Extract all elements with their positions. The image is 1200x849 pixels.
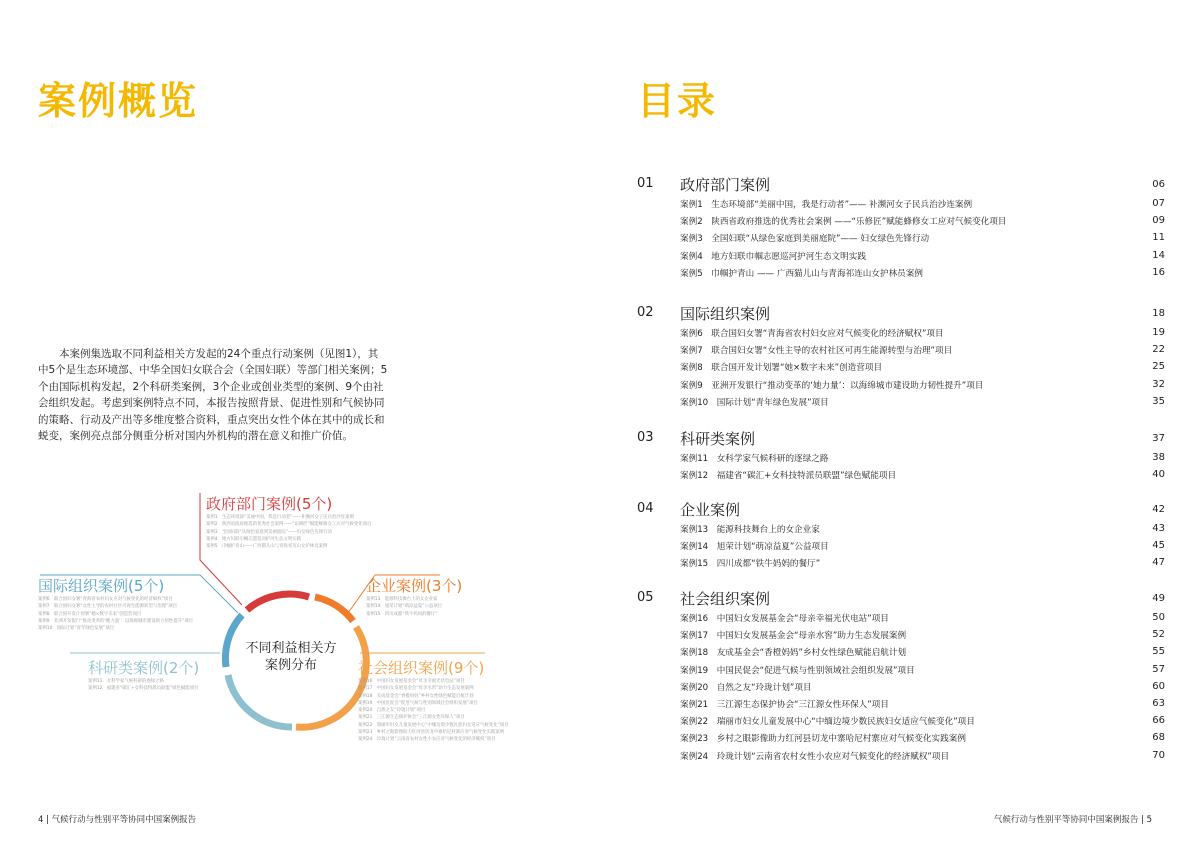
toc-section-page: 42 — [1152, 504, 1165, 515]
toc-entry-page: 25 — [1152, 361, 1165, 373]
toc-entry-page: 52 — [1152, 629, 1165, 641]
toc-entry[interactable] — [637, 730, 1165, 747]
toc-entry-page: 50 — [1152, 612, 1165, 623]
toc-section — [637, 588, 1165, 765]
research-group-title: 科研类案例(2个) — [88, 659, 200, 677]
ring-arc-research — [228, 675, 292, 727]
toc-entry-label: 案例4 地方妇联巾帼志愿巡河护河生态文明实践 — [680, 251, 866, 262]
toc-entry-label: 案例1 生态环境部“美丽中国，我是行动者”—— 补濒河女子民兵治沙连案例 — [680, 200, 973, 210]
diagram-list-item: 案例16 中国妇女发展基金会“母亲幸福光伏电站”项目 — [358, 679, 465, 684]
toc-entry-page: 19 — [1152, 327, 1165, 338]
toc-entry-page: 57 — [1152, 663, 1165, 675]
toc-entry-page: 60 — [1152, 680, 1165, 692]
toc-entry[interactable] — [637, 213, 1165, 230]
toc-entry-page: 11 — [1152, 232, 1165, 244]
toc-entry-label: 案例9 亚洲开发银行“推动变革的‘她力量’：以海绵城市建设助力韧性提升”项目 — [680, 380, 984, 391]
center-line-2: 案例分布 — [264, 658, 317, 673]
diagram-list-item: 案例15 四川成都“铁牛妈妈的餐厅” — [366, 611, 438, 617]
toc-entry[interactable] — [637, 467, 1165, 484]
gov-group-list — [206, 514, 371, 550]
toc-section — [637, 303, 1165, 411]
toc-entry-page: 38 — [1152, 452, 1165, 463]
ring-arc-gov — [247, 594, 309, 610]
toc-entry-page: 63 — [1152, 697, 1165, 709]
stakeholder-diagram — [30, 485, 590, 785]
toc-section-header[interactable] — [637, 303, 1165, 325]
toc-entry-label: 案例16 中国妇女发展基金会“母亲幸福光伏电站”项目 — [680, 614, 889, 624]
diagram-list-item: 案例2 陕西省政府推选的优秀社会案例——“乐修匠”赋能蜂修女工应对气候变化项目 — [206, 522, 372, 528]
toc-section-header[interactable] — [637, 588, 1165, 610]
toc-entry-label: 案例3 全国妇联“从绿色家庭到美丽庭院”—— 妇女绿色先锋行动 — [680, 234, 930, 245]
toc-entry-label: 案例22 瑞丽市妇女儿童发展中心“中缅边境少数民族妇女适应气候变化”项目 — [680, 717, 975, 728]
ring-arc-enterprise — [315, 597, 353, 621]
toc-entry[interactable] — [637, 555, 1165, 572]
toc-entry[interactable] — [637, 230, 1165, 247]
intro-paragraph — [38, 346, 388, 444]
toc-section-number: 02 — [637, 305, 654, 320]
diagram-list-item: 案例8 联合国开发计划署“她×数字未来”创造营项目 — [38, 611, 142, 617]
diagram-list-item: 案例12 福建省“碳汇+女科技特派员联盟”绿色赋能项目 — [88, 686, 199, 692]
toc-entry[interactable] — [637, 713, 1165, 730]
toc-entry-label: 案例8 联合国开发计划署“她×数字未来”创造营项目 — [680, 363, 883, 374]
intl-group-list — [38, 596, 193, 632]
toc-entry-label: 案例20 自然之友“玲珑计划”项目 — [680, 682, 812, 693]
diagram-list-item: 案例10 国际计划“青年绿色发展”项目 — [38, 626, 114, 632]
toc-entry-label: 案例12 福建省“碳汇+女科技特派员联盟”绿色赋能项目 — [680, 471, 897, 482]
toc-entry-label: 案例13 能源科技舞台上的女企业家 — [680, 525, 820, 535]
toc-section-title: 企业案例 — [680, 501, 741, 519]
toc-entry-label: 案例19 中国民促会“促进气候与性别领域社会组织发展”项目 — [680, 665, 915, 676]
toc-section-title: 政府部门案例 — [680, 176, 771, 194]
toc-entry[interactable] — [637, 450, 1165, 467]
toc-section-title: 社会组织案例 — [680, 590, 771, 608]
toc-entry-page: 32 — [1152, 378, 1165, 390]
toc-entry[interactable] — [637, 679, 1165, 696]
diagram-list-item: 案例19 中国民促会“促进气候与性别领域社会组织发展”项目 — [358, 700, 478, 706]
social-group-list — [358, 678, 509, 744]
toc-section-number: 04 — [637, 501, 654, 516]
toc-entry-page: 68 — [1152, 732, 1165, 744]
diagram-center-label — [226, 640, 356, 674]
diagram-list-item: 案例4 地方妇联巾帼志愿巡河护河生态文明实践 — [206, 536, 301, 542]
toc-entry-page: 07 — [1152, 198, 1165, 209]
diagram-list-item: 案例13 能源科技舞台上的女企业家 — [366, 597, 438, 602]
diagram-list-item: 案例17 中国妇女发展基金会“母亲水窖”助力生态发展案例 — [358, 686, 474, 692]
toc-section-header[interactable] — [637, 174, 1165, 196]
toc-entry-label: 案例6 联合国妇女署“青海省农村妇女应对气候变化的经济赋权”项目 — [680, 329, 944, 339]
toc-entry-label: 案例11 女科学家气候科研的逐绿之路 — [680, 454, 829, 464]
toc-entry-label: 案例14 旭荣计划“萌凉益夏”公益项目 — [680, 542, 829, 553]
toc-entry[interactable] — [637, 696, 1165, 713]
diagram-list-item: 案例24 玲珑计划“云南省农村女性小农应对气候变化的经济赋权”项目 — [358, 737, 496, 743]
toc-section-page: 49 — [1152, 593, 1165, 604]
diagram-list-item: 案例3 全国妇联“从绿色家庭到美丽庭院”——妇女绿色先锋行动 — [206, 529, 332, 535]
toc-entry-label: 案例24 玲珑计划“云南省农村女性小农应对气候变化的经济赋权”项目 — [680, 751, 950, 762]
diagram-list-item: 案例23 乡村之眼影像助力红河县切龙中寨哈尼村寨应对气候变化实践案例 — [358, 730, 505, 736]
toc-entry[interactable] — [637, 394, 1165, 411]
toc-section-page: 18 — [1152, 308, 1165, 319]
intro-text: 本案例集选取不同利益相关方发起的24个重点行动案例（见图1），其中5个是生态环境部、中华全国妇女联合会（全国妇联）等部门相关案例；5个由国际机构发起，2个科研类案例，3个企业或创业类型的案例、9个由社会组织发起。考虑到案例特点不同，本报告按照背景、促进性别和气候协同的策略、行动及产出等多维度整合资料，重点突出女性个体在其中的成长和蜕变，案例亮点部分侧重分析对国内外机构的潜在意义和推广价值。 — [38, 348, 388, 443]
diagram-list-item: 案例9 亚洲开发银行“推动变革的‘她力量’：以海绵城市建设助力韧性提升”项目 — [38, 618, 194, 624]
enterprise-group-title: 企业案例(3个) — [366, 577, 463, 595]
toc-section-header[interactable] — [637, 499, 1165, 521]
toc-entry-page: 22 — [1152, 344, 1165, 356]
research-group-list — [88, 678, 198, 693]
toc-entry-page: 09 — [1152, 215, 1165, 227]
toc-entry-label: 案例17 中国妇女发展基金会“母亲水窖”助力生态发展案例 — [680, 631, 907, 642]
toc-section — [637, 428, 1165, 484]
toc-entry[interactable] — [637, 627, 1165, 644]
toc-entry[interactable] — [637, 610, 1165, 627]
toc-section-title: 国际组织案例 — [680, 305, 771, 323]
diagram-list-item: 案例22 瑞丽市妇女儿童发展中心“中缅边境少数民族妇女适应气候变化”项目 — [358, 722, 509, 728]
toc-entry-page: 40 — [1152, 469, 1165, 481]
toc-section-number: 01 — [637, 176, 654, 191]
diagram-list-item: 案例18 友成基金会“香橙妈妈”乡村女性绿色赋能启航计划 — [358, 693, 474, 699]
diagram-list-item: 案例5 巾帼护青山——广西猫儿山与青海祁连山女护林员案例 — [206, 544, 328, 550]
toc-entry[interactable] — [637, 196, 1165, 213]
diagram-list-item: 案例21 三江源生态保护协会“三江源女性环保人”项目 — [358, 715, 465, 721]
toc-entry[interactable] — [637, 377, 1165, 394]
toc-section-header[interactable] — [637, 428, 1165, 450]
diagram-list-item: 案例11 女科学家气候科研的逐绿之路 — [88, 679, 164, 684]
toc-entry-label: 案例23 乡村之眼影像助力红河县切龙中寨哈尼村寨应对气候变化实践案例 — [680, 734, 966, 745]
toc-entry-label: 案例2 陕西省政府推选的优秀社会案例 ——“乐修匠”赋能蜂修女工应对气候变化项目 — [680, 217, 1007, 228]
footer-left: 4 | 气候行动与性别平等协同中国案例报告 — [38, 815, 197, 825]
toc-entry-page: 66 — [1152, 715, 1165, 727]
toc-entry-page: 70 — [1152, 749, 1165, 761]
left-page-title: 案例概览 — [38, 79, 199, 123]
toc-entry[interactable] — [637, 325, 1165, 342]
toc-entry-page: 55 — [1152, 646, 1165, 658]
toc-section — [637, 499, 1165, 573]
toc-section-page: 37 — [1152, 433, 1165, 444]
intl-group-title: 国际组织案例(5个) — [38, 577, 165, 595]
toc-entry-page: 14 — [1152, 249, 1165, 261]
toc-entry[interactable] — [637, 521, 1165, 538]
toc-entry-page: 47 — [1152, 557, 1165, 569]
right-page-title: 目录 — [637, 79, 718, 123]
toc-entry-label: 案例18 友成基金会“香橙妈妈”乡村女性绿色赋能启航计划 — [680, 648, 907, 659]
toc-section-title: 科研类案例 — [680, 430, 756, 448]
toc-entry[interactable] — [637, 748, 1165, 765]
toc-section-number: 05 — [637, 590, 654, 605]
toc-entry-page: 35 — [1152, 395, 1165, 407]
toc-entry[interactable] — [637, 342, 1165, 359]
diagram-list-item: 案例20 自然之友“玲珑计划”项目 — [358, 708, 426, 714]
toc-entry-label: 案例15 四川成都“铁牛妈妈的餐厅” — [680, 559, 821, 570]
center-line-1: 不同利益相关方 — [245, 641, 337, 656]
gov-group-title: 政府部门案例(5个) — [206, 495, 333, 513]
toc-entry[interactable] — [637, 644, 1165, 661]
toc-entry[interactable] — [637, 359, 1165, 376]
toc-section-number: 03 — [637, 430, 654, 445]
toc-entry[interactable] — [637, 662, 1165, 679]
toc-entry-page: 45 — [1152, 540, 1165, 552]
toc-entry[interactable] — [637, 248, 1165, 265]
diagram-list-item: 案例14 旭荣计划“萌凉益夏”公益项目 — [366, 604, 442, 610]
toc-section-page: 06 — [1152, 179, 1165, 190]
toc-entry[interactable] — [637, 265, 1165, 282]
diagram-list-item: 案例1 生态环境部“美丽中国，我是行动者”——补濒河女子民兵治沙连案例 — [206, 515, 354, 520]
toc-entry-label: 案例21 三江源生态保护协会“三江源女性环保人”项目 — [680, 699, 889, 710]
toc-entry-label: 案例5 巾帼护青山 —— 广西猫儿山与青海祁连山女护林员案例 — [680, 268, 923, 279]
toc-entry-page: 43 — [1152, 523, 1165, 534]
diagram-list-item: 案例6 联合国妇女署“青海省农村妇女应对气候变化的经济赋权”项目 — [38, 597, 173, 602]
toc-entry[interactable] — [637, 538, 1165, 555]
toc-entry-label: 案例10 国际计划“青年绿色发展”项目 — [680, 397, 829, 408]
toc-section — [637, 174, 1165, 282]
toc-entry-page: 16 — [1152, 266, 1165, 278]
toc-entry-label: 案例7 联合国妇女署“女性主导的农村社区可再生能源转型与治理”项目 — [680, 346, 953, 357]
footer-right: 气候行动与性别平等协同中国案例报告 | 5 — [993, 815, 1152, 825]
social-group-title: 社会组织案例(9个) — [358, 659, 485, 677]
enterprise-group-list — [366, 596, 442, 618]
diagram-list-item: 案例7 联合国妇女署“女性主导的农村社区可再生能源转型与治理”项目 — [38, 604, 178, 610]
